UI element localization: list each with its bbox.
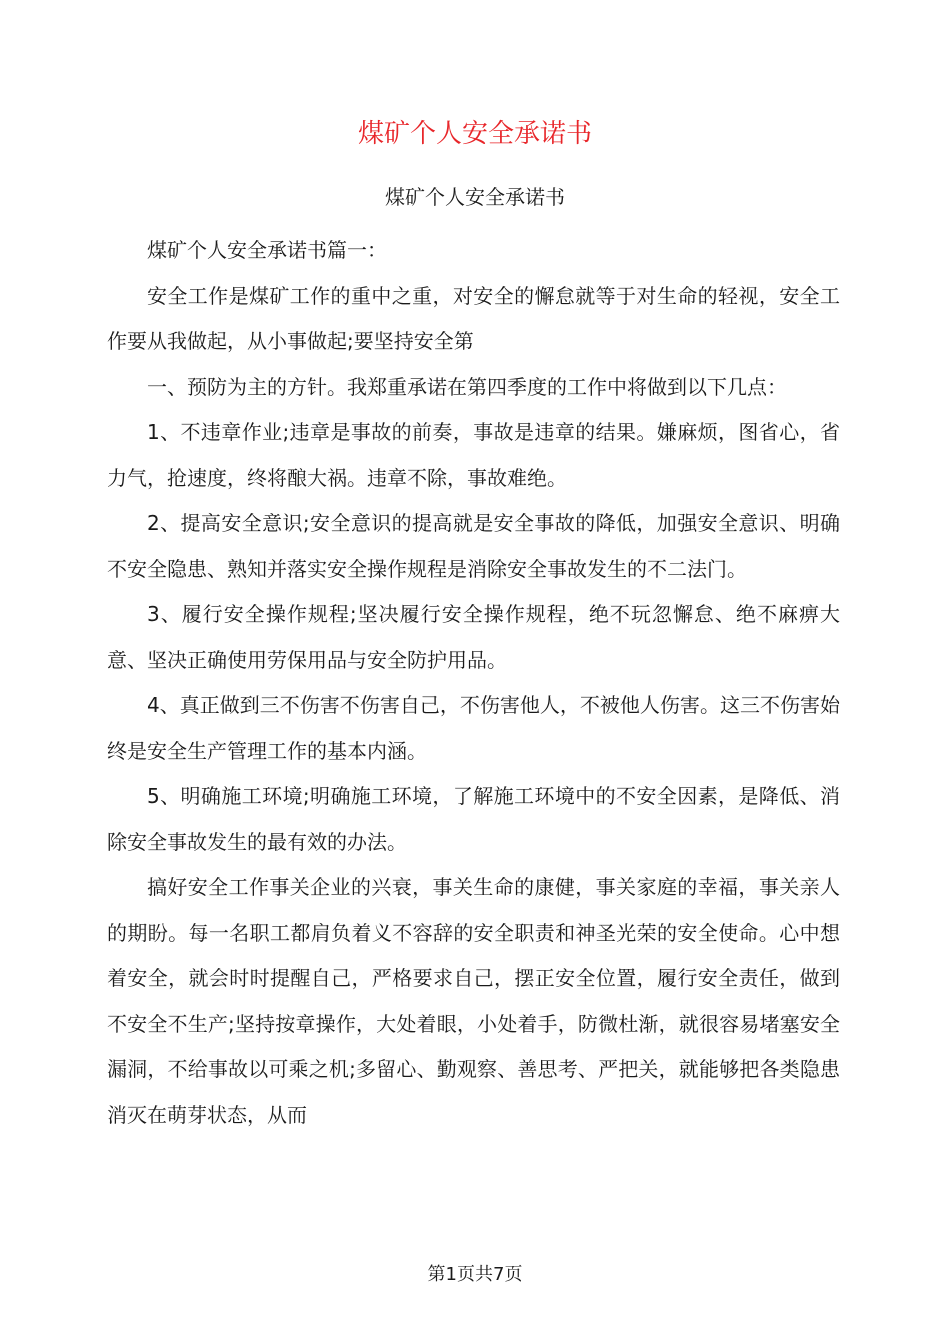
document-subtitle: 煤矿个人安全承诺书 (385, 185, 565, 209)
paragraph-item-4: 4、真正做到三不伤害不伤害自己，不伤害他人，不被他人伤害。这三不伤害始终是安全生产管理工作的基本内涵。 (107, 693, 840, 763)
document-body (107, 228, 840, 1138)
paragraph-item-1: 1、不违章作业;违章是事故的前奏，事故是违章的结果。嫌麻烦，图省心，省力气，抢速度，终将酿大祸。违章不除，事故难绝。 (107, 420, 840, 490)
paragraph-intro: 安全工作是煤矿工作的重中之重，对安全的懈怠就等于对生命的轻视，安全工作要从我做起，从小事做起;要坚持安全第 (107, 283, 840, 353)
paragraph-principle: 一、预防为主的方针。我郑重承诺在第四季度的工作中将做到以下几点： (147, 374, 787, 399)
document-title: 煤矿个人安全承诺书 (357, 119, 592, 149)
paragraph-item-2: 2、提高安全意识;安全意识的提高就是安全事故的降低，加强安全意识、明确不安全隐患、熟知并落实安全操作规程是消除安全事故发生的不二法门。 (107, 511, 840, 581)
page-footer (0, 1262, 950, 1288)
paragraph-conclusion: 搞好安全工作事关企业的兴衰，事关生命的康健，事关家庭的幸福，事关亲人的期盼。每一名职工都肩负着义不容辞的安全职责和神圣光荣的安全使命。心中想着安全，就会时时提醒自己，严格要求自己，摆正安全位置，履行安全责任，做到不安全不生产;坚持按章操作，大处着眼，小处着手，防微杜渐，就很容易堵塞安全漏洞，不给事故以可乘之机;多留心、勤观察、善思考、严把关，就能够把各类隐患消灭在萌芽状态，从而 (107, 875, 840, 1127)
paragraph-item-3: 3、履行安全操作规程;坚决履行安全操作规程，绝不玩忽懈怠、绝不麻痹大意、坚决正确使用劳保用品与安全防护用品。 (107, 602, 840, 672)
paragraph-heading: 煤矿个人安全承诺书篇一： (147, 238, 387, 262)
page-number-label: 第1页共7页 (427, 1264, 523, 1285)
paragraph-item-5: 5、明确施工环境;明确施工环境，了解施工环境中的不安全因素，是降低、消除安全事故发生的最有效的办法。 (107, 784, 840, 854)
